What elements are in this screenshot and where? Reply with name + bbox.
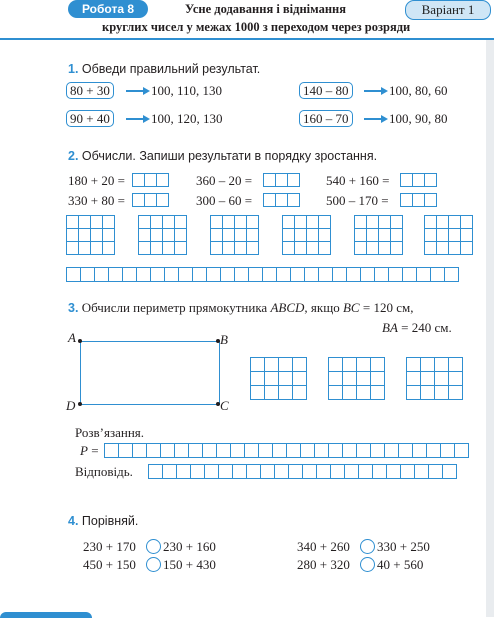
task3-ba-value: = 240 см. xyxy=(397,320,452,335)
compare-circle[interactable] xyxy=(360,539,375,554)
page-subtitle: круглих чисел у межах 1000 з переходом через розряди xyxy=(102,20,411,34)
task3-side-ba: BA xyxy=(382,320,398,335)
arrow-icon xyxy=(364,118,382,120)
footer-tab xyxy=(0,612,92,618)
compare-left-4: 280 + 320 xyxy=(297,557,350,572)
task3-text-c: = 120 см, xyxy=(359,300,414,315)
vertex-c-label: C xyxy=(220,398,229,413)
perimeter-equals: = xyxy=(87,443,99,458)
calc-grid[interactable] xyxy=(424,215,473,255)
vertex-d-label: D xyxy=(66,398,76,413)
header-divider xyxy=(0,38,494,40)
task4-heading xyxy=(68,514,138,528)
answer-strip[interactable] xyxy=(66,267,459,282)
arrow-icon xyxy=(364,90,382,92)
task3-text-b: , якщо xyxy=(304,300,343,315)
compare-circle[interactable] xyxy=(146,557,161,572)
task1-expr-1[interactable]: 80 + 30 xyxy=(66,82,114,99)
task1-heading xyxy=(68,62,260,76)
answer-cells[interactable] xyxy=(133,193,169,207)
calc-grid[interactable] xyxy=(250,357,307,400)
compare-circle[interactable] xyxy=(146,539,161,554)
task1-expr-4[interactable]: 160 – 70 xyxy=(299,110,353,127)
arrow-icon xyxy=(126,90,144,92)
task2-expr-6: 500 – 170 = xyxy=(326,193,389,208)
page-edge-shadow xyxy=(486,40,494,617)
arrow-icon xyxy=(126,118,144,120)
calc-grid[interactable] xyxy=(210,215,259,255)
answer-cells[interactable] xyxy=(133,173,169,187)
compare-right-3: 150 + 430 xyxy=(163,557,216,572)
task1-number: 1. xyxy=(68,62,79,76)
compare-circle[interactable] xyxy=(360,557,375,572)
compare-left-3: 450 + 150 xyxy=(83,557,136,572)
compare-right-4: 40 + 560 xyxy=(377,557,424,572)
vertex-dot xyxy=(78,402,82,406)
task1-expr-2[interactable]: 140 – 80 xyxy=(299,82,353,99)
perimeter-answer-cells[interactable] xyxy=(104,443,469,458)
compare-right-2: 330 + 250 xyxy=(377,539,430,554)
task2-text: Обчисли. Запиши результати в порядку зростання. xyxy=(81,149,378,163)
task1-options-3: 100, 120, 130 xyxy=(151,111,223,126)
page-title: Усне додавання і віднімання xyxy=(185,2,346,16)
calc-grid[interactable] xyxy=(138,215,187,255)
calc-grid[interactable] xyxy=(282,215,331,255)
task1-expr-3[interactable]: 90 + 40 xyxy=(66,110,114,127)
task4-text: Порівняй. xyxy=(81,514,139,528)
perimeter-label xyxy=(80,443,99,459)
perimeter-symbol: P xyxy=(80,443,88,458)
calc-grid[interactable] xyxy=(66,215,115,255)
task1-options-1: 100, 110, 130 xyxy=(151,83,223,98)
task2-expr-1: 180 + 20 = xyxy=(68,173,125,188)
answer-cells[interactable] xyxy=(401,193,437,207)
calc-grid[interactable] xyxy=(406,357,463,400)
task3-rect-name: ABCD xyxy=(270,300,305,315)
task3-side-bc: BC xyxy=(342,300,360,315)
compare-left-1: 230 + 170 xyxy=(83,539,136,554)
vertex-a-label: A xyxy=(68,330,76,345)
task1-options-4: 100, 90, 80 xyxy=(389,111,448,126)
task4-number: 4. xyxy=(68,514,79,528)
compare-left-2: 340 + 260 xyxy=(297,539,350,554)
task1-options-2: 100, 80, 60 xyxy=(389,83,448,98)
task2-expr-4: 330 + 80 = xyxy=(68,193,125,208)
solution-label: Розв’язання. xyxy=(75,425,145,440)
answer-cells[interactable] xyxy=(264,193,300,207)
task2-expr-3: 540 + 160 = xyxy=(326,173,390,188)
rectangle-abcd xyxy=(80,341,220,405)
answer-cells[interactable] xyxy=(264,173,300,187)
compare-right-1: 230 + 160 xyxy=(163,539,216,554)
task1-text: Обведи правильний результат. xyxy=(81,62,261,76)
variant-badge: Варіант 1 xyxy=(405,0,491,20)
calc-grid[interactable] xyxy=(328,357,385,400)
answer-label: Відповідь. xyxy=(75,464,133,479)
task3-text-a: Обчисли периметр прямокутника xyxy=(81,300,271,315)
answer-cells[interactable] xyxy=(401,173,437,187)
vertex-b-label: B xyxy=(220,332,228,347)
task3-line2 xyxy=(382,320,452,336)
task2-number: 2. xyxy=(68,149,79,163)
calc-grid[interactable] xyxy=(354,215,403,255)
task2-expr-5: 300 – 60 = xyxy=(196,193,253,208)
task2-heading xyxy=(68,149,377,163)
final-answer-cells[interactable] xyxy=(148,464,457,479)
vertex-dot xyxy=(78,339,82,343)
task2-expr-2: 360 – 20 = xyxy=(196,173,253,188)
task3-heading xyxy=(68,300,413,316)
task3-number: 3. xyxy=(68,301,79,315)
work-number-badge: Робота 8 xyxy=(68,0,148,18)
